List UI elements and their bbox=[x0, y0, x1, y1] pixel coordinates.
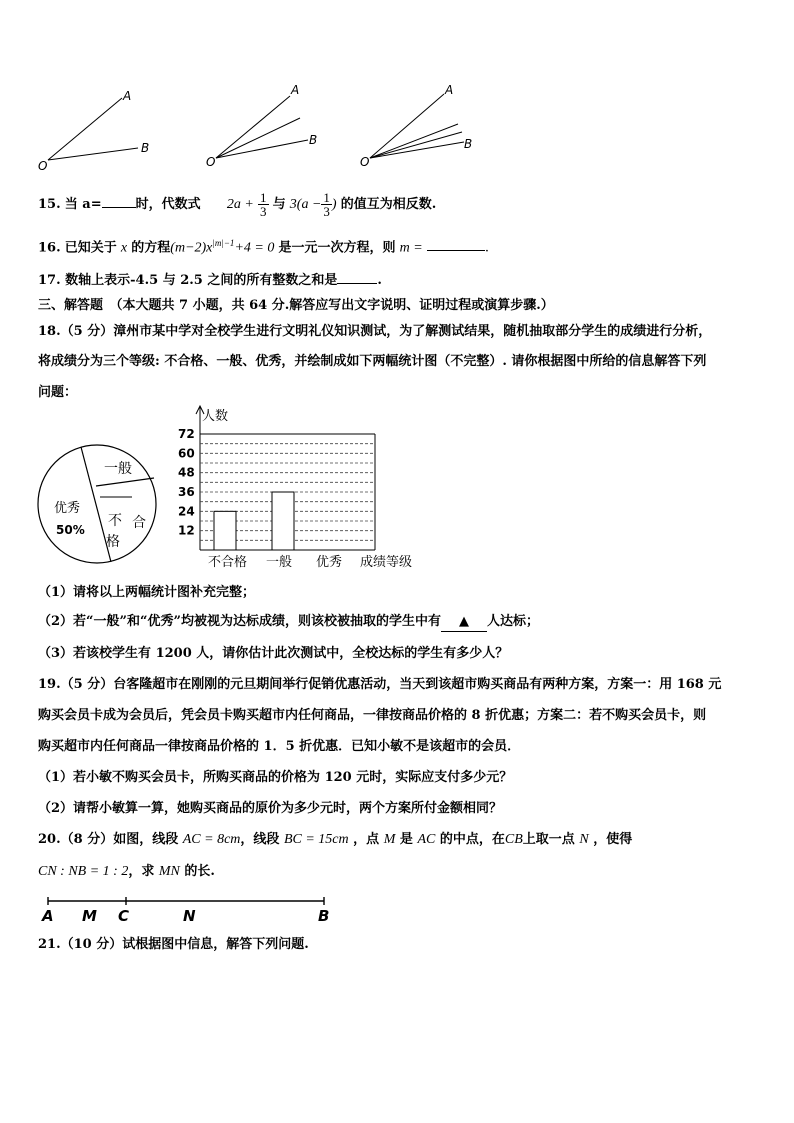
q18-line-2: 将成绩分为三个等级: 不合格、一般、优秀，并绘制成如下两幅统计图（不完整）. 请你根据图中所给的信息解答下列 bbox=[38, 354, 707, 369]
q20-text-f: 上取一点 bbox=[522, 832, 575, 847]
q20-m: M bbox=[383, 832, 396, 847]
q20-text-e: 的中点，在 bbox=[439, 832, 505, 847]
q16-text-after: 是一元一次方程，则 bbox=[278, 240, 396, 256]
segment-figure bbox=[40, 893, 340, 925]
category-label-1: 一般 bbox=[266, 555, 293, 570]
q20-text-g: ，使得 bbox=[593, 832, 633, 847]
q20-ac: AC bbox=[417, 832, 436, 847]
bar-chart-categories bbox=[208, 554, 342, 570]
bar-1 bbox=[272, 492, 294, 550]
y-tick-label: 48 bbox=[178, 465, 195, 480]
q20-text-c: ，点 bbox=[353, 832, 380, 847]
pie-label-excellent: 优秀 bbox=[54, 501, 81, 516]
pie-label-fail-1: 不 bbox=[108, 513, 122, 529]
bar-chart bbox=[170, 404, 430, 574]
q19-sub-2: （2）请帮小敏算一算，她购买商品的原价为多少元时，两个方案所付金额相同？ bbox=[38, 801, 503, 816]
q15-frac2-den: 3 bbox=[323, 204, 330, 219]
q19-line-3: 购买超市内任何商品一律按商品价格的 1．5 折优惠．已知小敏不是该超市的会员． bbox=[38, 739, 521, 754]
q17-number: 17. bbox=[38, 273, 61, 288]
q16-equation: (m−2)x bbox=[170, 240, 213, 256]
bar-chart-ylabel: 人数 bbox=[202, 409, 229, 424]
q18-sub2-mark: ▲ bbox=[458, 614, 469, 629]
q18-sub-3: （3）若该校学生有 1200 人，请你估计此次测试中，全校达标的学生有多少人？ bbox=[38, 646, 509, 661]
q20-mn: MN bbox=[158, 864, 180, 879]
label-o-1: O bbox=[38, 159, 48, 170]
pie-label-fail-2: 合 bbox=[132, 515, 146, 531]
angle-figure-2 bbox=[216, 96, 308, 158]
q18-line-3: 问题： bbox=[38, 385, 78, 400]
q20-text-a: 20.（8 分）如图，线段 bbox=[38, 832, 179, 847]
angle-figures bbox=[30, 80, 490, 170]
pie-divider-2 bbox=[96, 478, 154, 486]
q20-bc-eq: BC = 15cm bbox=[283, 832, 349, 847]
q20-text-b: ，线段 bbox=[240, 832, 280, 847]
angle-figure-1 bbox=[48, 98, 138, 160]
q17-answer-blank bbox=[337, 283, 377, 284]
q16-text-mid: 的方程 bbox=[131, 240, 171, 256]
q16-equation-tail: +4 = 0 bbox=[234, 240, 275, 256]
q19-sub-1: （1）若小敏不购买会员卡，所购买商品的价格为 120 元时，实际应支付多少元？ bbox=[38, 770, 513, 785]
y-tick-label: 36 bbox=[178, 485, 195, 499]
q15-number: 15. bbox=[38, 197, 61, 212]
q15-text-after: 的值互为相反数. bbox=[340, 197, 437, 212]
y-tick-label: 60 bbox=[178, 446, 195, 461]
pie-chart bbox=[36, 440, 160, 570]
q16-answer-blank bbox=[427, 250, 485, 251]
q15-fraction-2 bbox=[321, 191, 332, 218]
bar-chart-ticks bbox=[178, 427, 195, 538]
label-o-3: O bbox=[360, 155, 370, 169]
q19-line-1: 19.（5 分）台客隆超市在刚刚的元旦期间举行促销优惠活动，当天到该超市购买商品有两种方案，方案一：用 168 元 bbox=[38, 677, 722, 692]
question-16 bbox=[38, 233, 489, 258]
q18-sub2-b: 人达标； bbox=[486, 614, 539, 629]
q17-end: . bbox=[377, 273, 382, 288]
label-a-3: A bbox=[445, 83, 454, 97]
q20-ac-eq: AC = 8cm bbox=[182, 832, 241, 847]
q18-sub2-blank bbox=[441, 613, 487, 632]
y-tick-label: 24 bbox=[178, 504, 195, 519]
q20-text-h: ，求 bbox=[128, 864, 155, 879]
q16-m-eq: m = bbox=[399, 240, 423, 256]
bar-chart-xlabel: 成绩等级 bbox=[360, 555, 413, 570]
bar-chart-bars bbox=[214, 492, 294, 550]
label-b-3: B bbox=[464, 137, 473, 151]
q16-end: . bbox=[484, 240, 489, 256]
q20-line-1 bbox=[38, 831, 632, 849]
section-3-heading: 三、解答题 （本大题共 7 小题，共 64 分.解答应写出文字说明、证明过程或演算步骤.） bbox=[38, 298, 554, 313]
q15-text-mid: 时，代数式 bbox=[135, 197, 201, 212]
segment-label-m: M bbox=[82, 907, 97, 925]
segment-label-a: A bbox=[42, 907, 54, 925]
q16-number: 16. bbox=[38, 240, 61, 256]
label-b-1: B bbox=[141, 141, 150, 155]
question-15 bbox=[38, 191, 436, 218]
q17-text: 数轴上表示-4.5 与 2.5 之间的所有整数之和是 bbox=[65, 273, 338, 288]
q16-var-x: x bbox=[120, 240, 128, 256]
q15-expr1: 2a + bbox=[226, 197, 254, 212]
pie-label-general: 一般 bbox=[104, 461, 132, 477]
category-label-2: 优秀 bbox=[316, 555, 343, 570]
q20-n: N bbox=[579, 832, 589, 847]
segment-label-c: C bbox=[118, 907, 130, 925]
label-a-1: A bbox=[123, 89, 132, 103]
category-label-0: 不合格 bbox=[208, 555, 248, 570]
q16-exponent: |m|−1 bbox=[212, 238, 235, 248]
q20-text-i: 的长. bbox=[184, 864, 215, 879]
q18-sub2-a: （2）若“一般”和“优秀”均被视为达标成绩，则该校被抽取的学生中有 bbox=[38, 614, 441, 629]
q20-line-2 bbox=[38, 863, 215, 881]
q20-text-d: 是 bbox=[399, 832, 413, 847]
q18-sub-2 bbox=[38, 613, 539, 632]
bar-0 bbox=[214, 511, 236, 550]
question-17 bbox=[38, 272, 382, 290]
q15-connector: 与 bbox=[272, 197, 286, 212]
q15-answer-blank bbox=[102, 207, 136, 208]
q20-cb: CB bbox=[504, 832, 523, 847]
q20-ratio: CN : NB = 1 : 2 bbox=[38, 864, 129, 879]
q15-fraction-1 bbox=[258, 191, 269, 218]
y-tick-label: 72 bbox=[178, 427, 195, 441]
segment-label-n: N bbox=[183, 907, 196, 925]
pie-label-excellent-pct: 50% bbox=[56, 523, 85, 537]
q15-expr2-close: ) bbox=[331, 197, 337, 212]
label-a-2: A bbox=[291, 83, 300, 97]
label-o-2: O bbox=[206, 155, 216, 169]
q15-frac2-num: 1 bbox=[323, 190, 330, 205]
q15-frac1-den: 3 bbox=[260, 204, 267, 219]
angle-figure-3 bbox=[370, 94, 464, 158]
q15-frac1-num: 1 bbox=[260, 190, 267, 205]
q18-line-1: 18.（5 分）漳州市某中学对全校学生进行文明礼仪知识测试，为了解测试结果，随机抽取部分学生的成绩进行分析， bbox=[38, 324, 712, 339]
y-tick-label: 12 bbox=[178, 523, 195, 538]
q18-sub-1: （1）请将以上两幅统计图补充完整； bbox=[38, 585, 256, 600]
label-b-2: B bbox=[309, 133, 318, 147]
q21-line: 21.（10 分）试根据图中信息，解答下列问题. bbox=[38, 937, 309, 952]
q19-line-2: 购买会员卡成为会员后，凭会员卡购买超市内任何商品，一律按商品价格的 8 折优惠；方案二：若不购买会员卡，则 bbox=[38, 708, 707, 723]
q15-expr2: 3(a − bbox=[289, 197, 322, 212]
q15-text-before: 当 a= bbox=[64, 197, 102, 212]
pie-label-fail-3: 格 bbox=[106, 534, 120, 550]
q16-text-before: 已知关于 bbox=[64, 240, 117, 256]
segment-label-b: B bbox=[318, 907, 330, 925]
